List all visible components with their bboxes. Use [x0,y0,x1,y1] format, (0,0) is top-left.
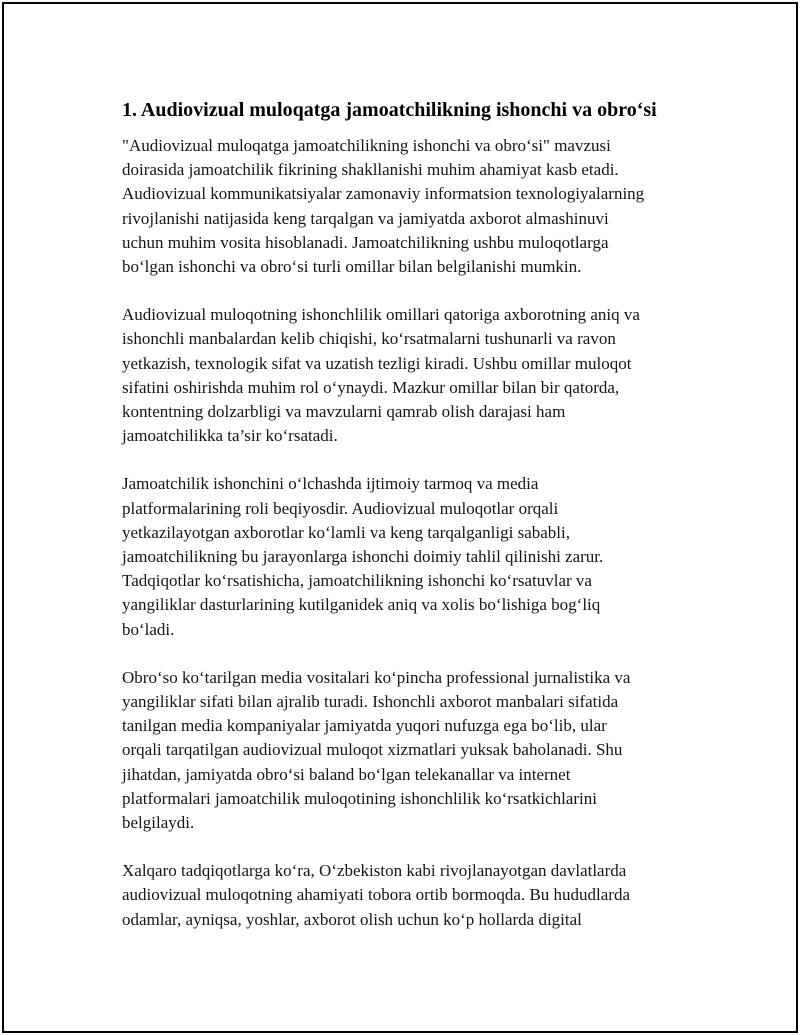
paragraph-line: tanilgan media kompaniyalar jamiyatda yuqori nufuzga ega bo‘lib, ular [122,716,607,736]
paragraph-line: yetkazish, texnologik sifat va uzatish tezligi kiradi. Ushbu omillar muloqot [122,353,632,373]
paragraph-list [122,134,702,932]
paragraph-line: odamlar, ayniqsa, yoshlar, axborot olish uchun ko‘p hollarda digital [122,909,582,929]
paragraph-line: doirasida jamoatchilik fikrining shakllanishi muhim ahamiyat kasb etadi. [122,160,619,180]
paragraph-line: Xalqaro tadqiqotlarga ko‘ra, O‘zbekiston kabi rivojlanayotgan davlatlarda [122,861,627,881]
paragraph-line: jihatdan, jamiyatda obro‘si baland bo‘lgan telekanallar va internet [122,764,571,784]
paragraph-line: Audiovizual kommunikatsiyalar zamonaviy informatsion texnologiyalarning [122,184,645,204]
section-heading: 1. Audiovizual muloqatga jamoatchilikning ishonchi va obro‘si [122,99,657,121]
paragraph-line: uchun muhim vosita hisoblanadi. Jamoatchilikning ushbu muloqotlarga [122,232,609,252]
paragraph-line: platformalari jamoatchilik muloqotining ishonchlilik ko‘rsatkichlarini [122,788,597,808]
paragraph-line: yangiliklar dasturlarining kutilganidek aniq va xolis bo‘lishiga bog‘liq [122,595,601,615]
paragraph [122,472,702,641]
paragraph [122,303,702,448]
paragraph-line: yetkazilayotgan axborotlar ko‘lamli va keng tarqalganligi sababli, [122,522,570,542]
paragraph-line: platformalarining roli beqiyosdir. Audiovizual muloqotlar orqali [122,498,559,518]
paragraph-line: ishonchli manbalardan kelib chiqishi, ko‘rsatmalarni tushunarli va ravon [122,329,616,349]
document-body [122,96,702,956]
paragraph-line: audiovizual muloqotning ahamiyati tobora ortib bormoqda. Bu hududlarda [122,885,631,905]
page-frame [2,2,798,1033]
paragraph-line: Jamoatchilik ishonchini o‘lchashda ijtimoiy tarmoq va media [122,474,539,494]
paragraph-line: belgilaydi. [122,813,195,833]
paragraph-line: sifatini oshirishda muhim rol o‘ynaydi. Mazkur omillar bilan bir qatorda, [122,377,620,397]
paragraph-line: jamoatchilikning bu jarayonlarga ishonchi doimiy tahlil qilinishi zarur. [122,547,604,567]
paragraph-line: Obro‘so ko‘tarilgan media vositalari ko‘pincha professional jurnalistika va [122,667,631,687]
paragraph-line: Tadqiqotlar ko‘rsatishicha, jamoatchilikning ishonchi ko‘rsatuvlar va [122,571,592,591]
paragraph-line: Audiovizual muloqotning ishonchlilik omillari qatoriga axborotning aniq va [122,305,640,325]
paragraph-line: rivojlanishi natijasida keng tarqalgan va jamiyatda axborot almashinuvi [122,208,609,228]
paragraph-line: kontentning dolzarbligi va mavzularni qamrab olish darajasi ham [122,402,566,422]
paragraph-line: bo‘ladi. [122,619,175,639]
paragraph-line: yangiliklar sifati bilan ajralib turadi. Ishonchli axborot manbalari sifatida [122,692,619,712]
paragraph-line: bo‘lgan ishonchi va obro‘si turli omillar bilan belgilanishi mumkin. [122,257,582,277]
paragraph-line: jamoatchilikka ta’sir ko‘rsatadi. [122,426,338,446]
paragraph [122,666,702,835]
paragraph [122,134,702,279]
paragraph [122,859,702,932]
paragraph-line: orqali tarqatilgan audiovizual muloqot xizmatlari yuksak baholanadi. Shu [122,740,623,760]
paragraph-line: "Audiovizual muloqatga jamoatchilikning ishonchi va obro‘si" mavzusi [122,136,611,155]
